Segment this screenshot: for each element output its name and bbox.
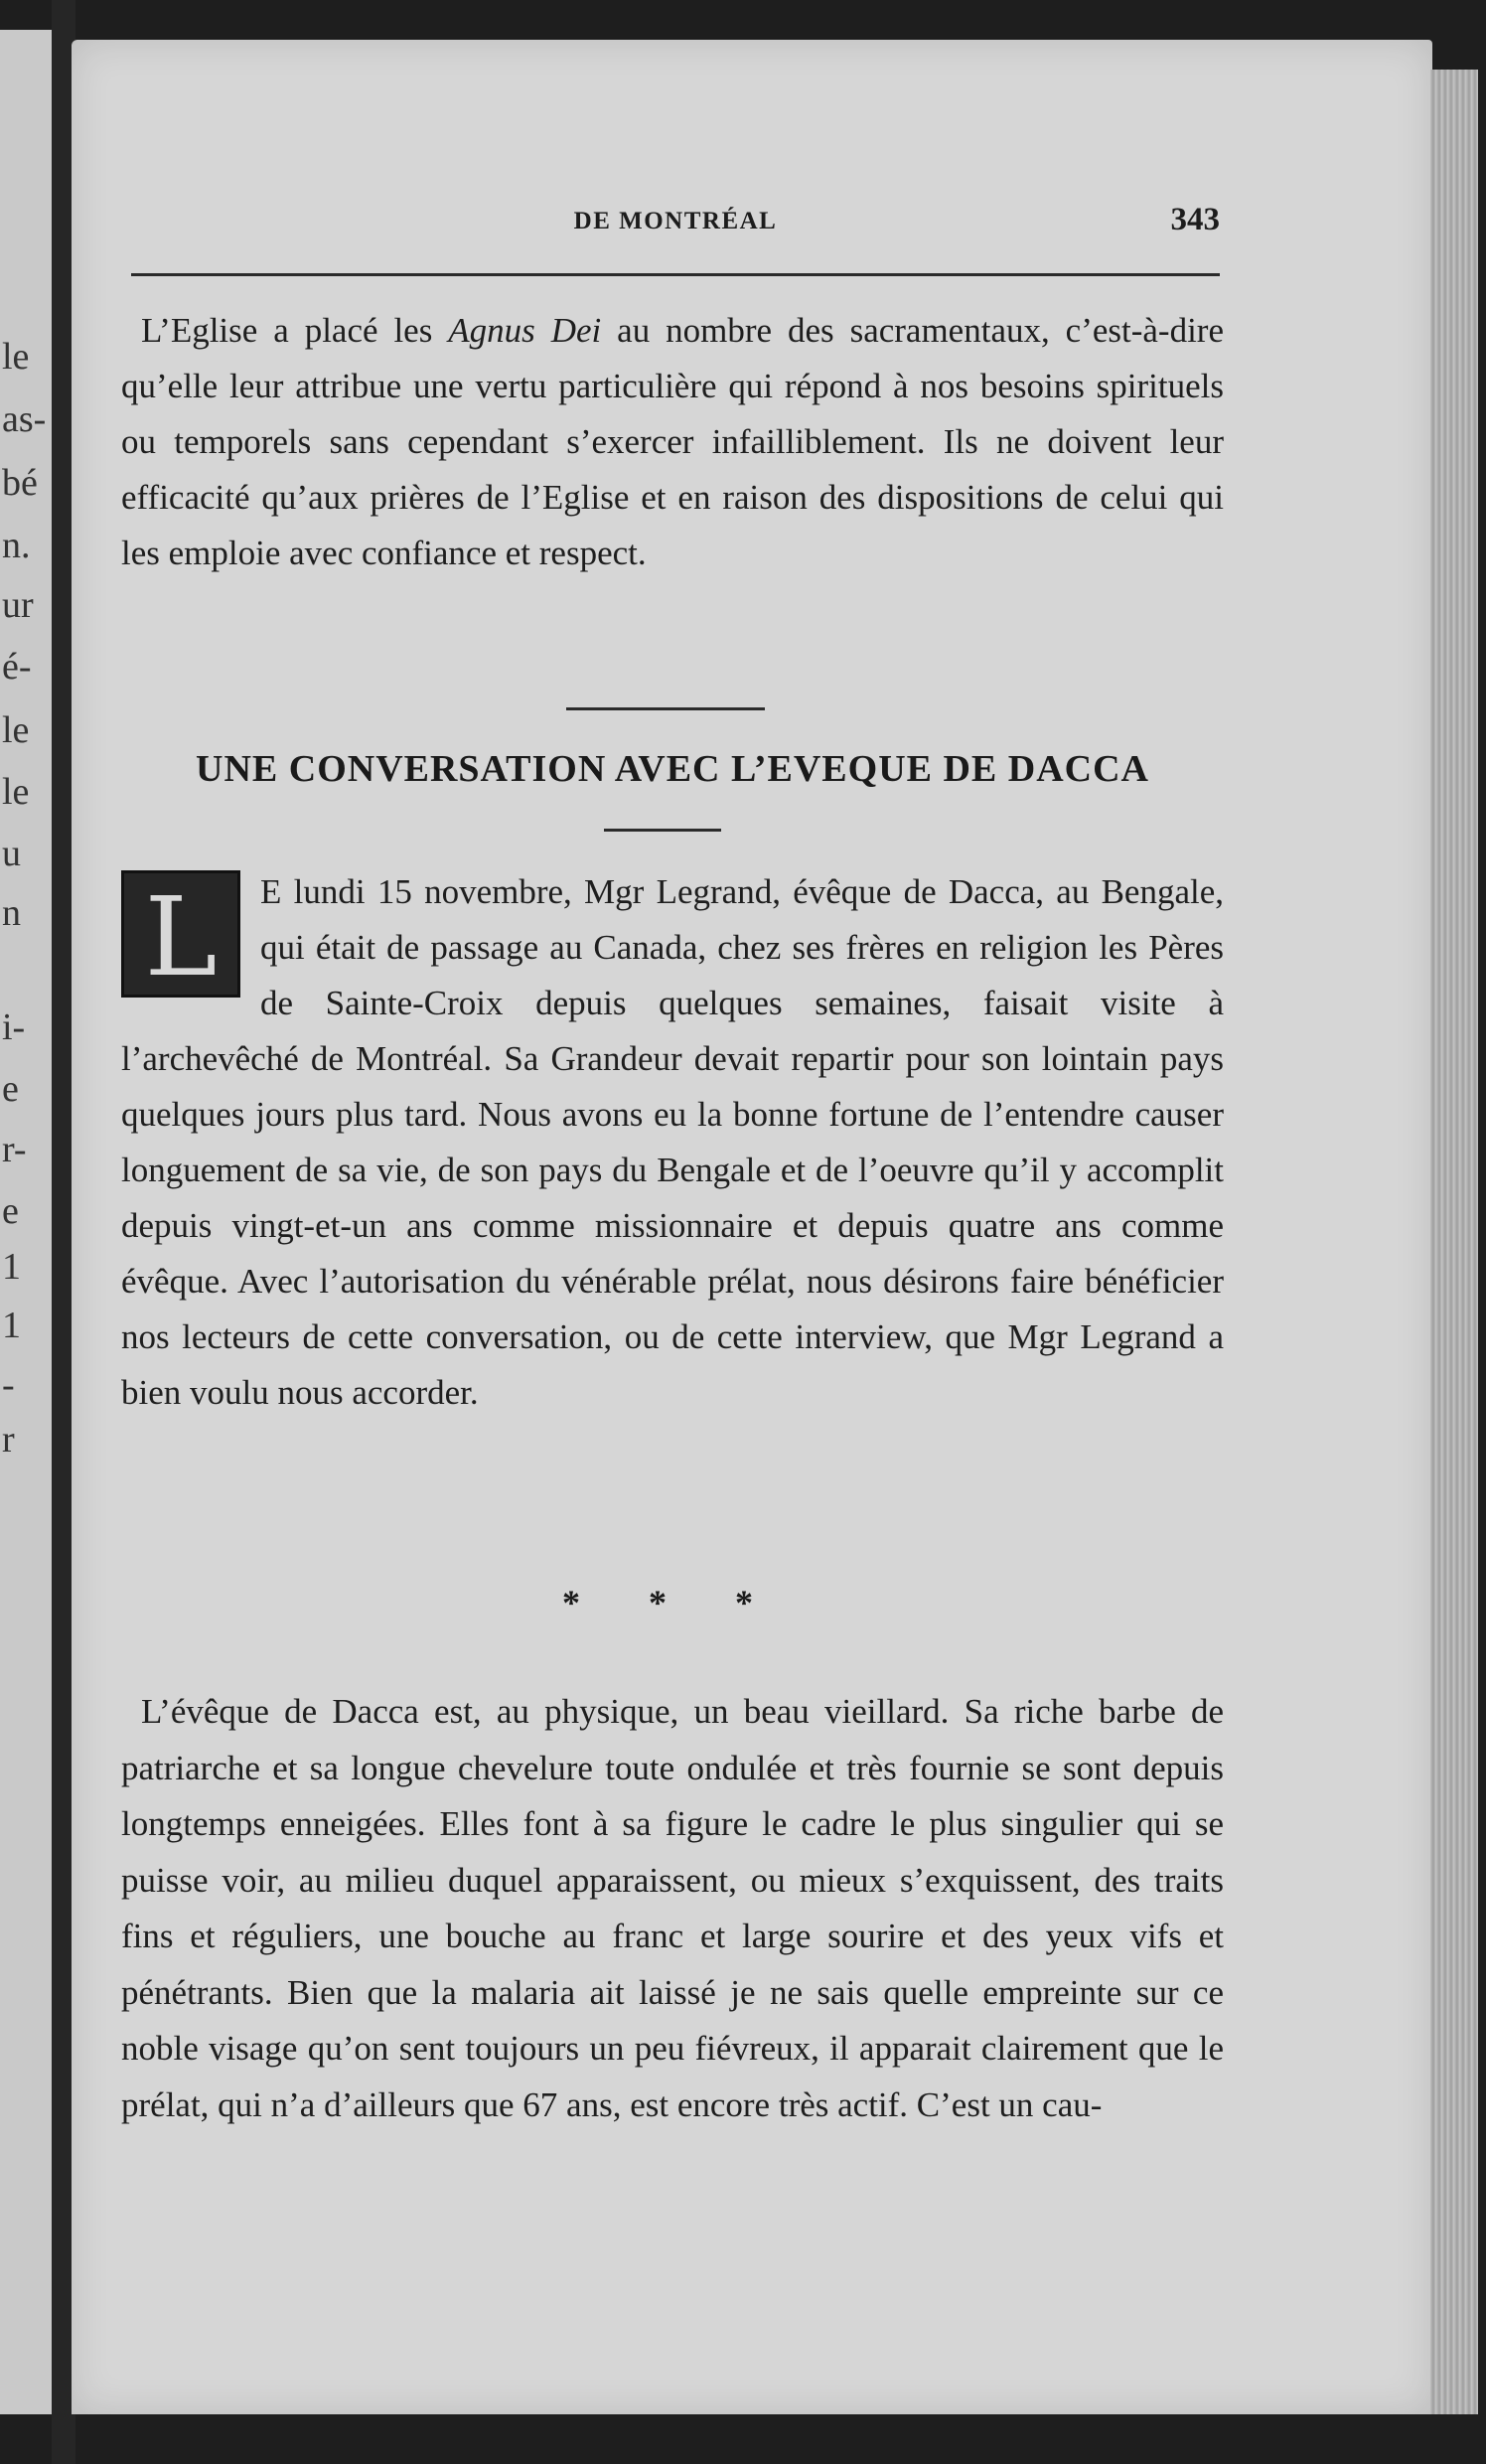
page-header [131, 194, 1220, 253]
left-fragment: e [2, 1068, 19, 1110]
paragraph-text: E lundi 15 novembre, Mgr Legrand, évêque de Dacca, au Bengale, qui était de passage au Canada, chez ses frères en religion les Pères de Sainte-Croix depuis quelques semaines, faisait visite à l’archevêché de Montréal. Sa Grandeur devait repartir pour son lointain pays quelques jours plus tard. Nous avons eu la bonne fortune de l’entendre causer longuement de sa vie, de son pays du Bengale et de l’oeuvre qu’il y accomplit depuis vingt-et-un ans comme missionnaire et depuis quatre ans comme évêque. Avec l’autorisation du vénérable prélat, nous désirons faire bénéficier nos lecteurs de cette conversation, ou de cette interview, que Mgr Legrand a bien voulu nous accorder. [121, 872, 1224, 1412]
running-title: DE MONTRÉAL [573, 208, 778, 234]
left-fragment: i- [2, 1006, 26, 1048]
paragraph-text: au nombre des sacramentaux, c’est-à-dire qu’elle leur attribue une vertu particulière qui répond à nos besoins spirituels ou temporels sans cependant s’exercer infailliblement. Ils ne doivent leur efficacité qu’aux prières de l’Eglise et en raison des dispositions de celui qui les emploie avec confiance et respect. [121, 311, 1224, 572]
left-fragment: - [2, 1364, 15, 1406]
left-fragment: ur [2, 584, 34, 626]
paragraph-interview-intro [121, 864, 1224, 1421]
asterism: * * * [562, 1583, 783, 1622]
drop-cap: L [121, 870, 240, 998]
left-fragment: r- [2, 1129, 27, 1170]
separator-rule [566, 707, 765, 710]
left-fragment: bé [2, 462, 38, 504]
paragraph-agnus-dei [121, 303, 1224, 581]
paragraph-portrait [121, 1649, 1224, 2168]
paragraph-text: L’évêque de Dacca est, au physique, un beau vieillard. Sa riche barbe de patriarche et sa longue chevelure toute ondulée et très fournie se sont depuis longtemps enneigées. Elles font à sa figure le cadre le plus singulier qui se puisse voir, au milieu duquel apparaissent, ou mieux s’exquissent, des traits fins et réguliers, une bouche au franc et large sourire et des yeux vifs et pénétrants. Bien que la malaria ait laissé je ne sais quelle empreinte sur ce noble visage qu’on sent toujours un peu fiévreux, il apparait clairement que le prélat, qui n’a d’ailleurs que 67 ans, est encore très actif. C’est un cau- [121, 1692, 1224, 2124]
left-fragment: é- [2, 646, 32, 688]
left-fragment: le [2, 336, 30, 378]
facing-page-edge [0, 30, 52, 2414]
page-edges [1430, 70, 1478, 2414]
separator-rule [604, 829, 721, 832]
left-fragment: 1 [2, 1246, 21, 1288]
left-fragment: u [2, 833, 21, 874]
page-number: 343 [1170, 202, 1220, 237]
left-fragment: e [2, 1190, 19, 1232]
italic-term: Agnus Dei [448, 311, 602, 350]
left-fragment: le [2, 709, 30, 751]
paragraph-text: L’Eglise a placé les [141, 311, 449, 350]
left-fragment: le [2, 771, 30, 813]
header-rule [131, 273, 1220, 276]
left-fragment: r [2, 1419, 15, 1461]
section-heading: UNE CONVERSATION AVEC L’EVEQUE DE DACCA [196, 748, 1149, 790]
left-fragment: as- [2, 398, 47, 440]
left-fragment: 1 [2, 1305, 21, 1346]
left-fragment: n. [2, 525, 31, 566]
left-fragment: n [2, 892, 21, 934]
